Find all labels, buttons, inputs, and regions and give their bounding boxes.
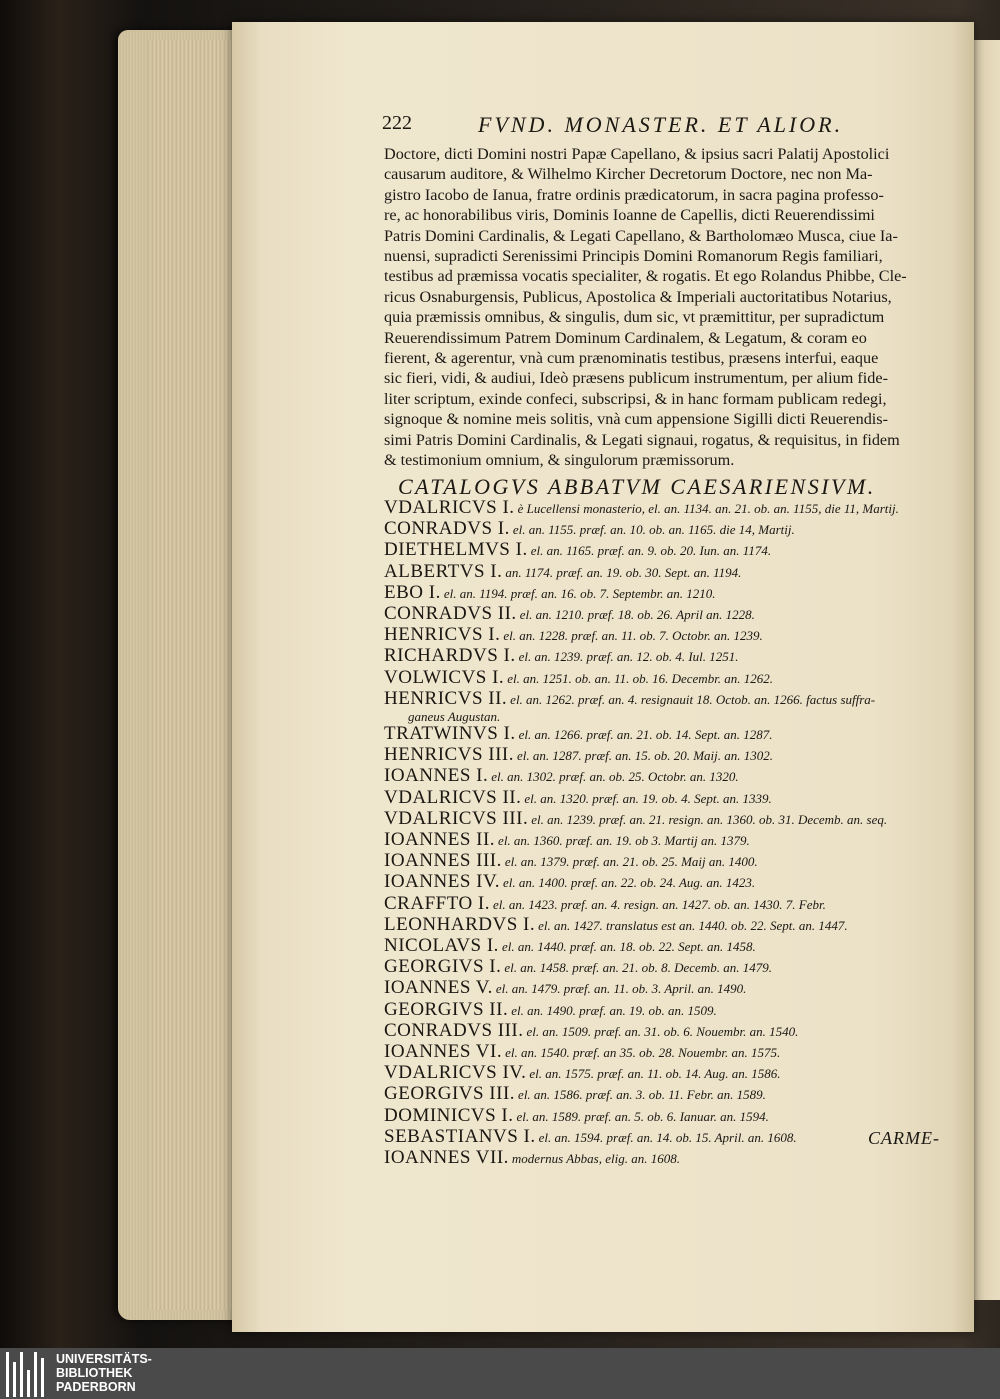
- abbot-name: VOLWICVS I.: [384, 666, 505, 688]
- abbot-name: ALBERTVS I.: [384, 560, 503, 582]
- body-text-line: ricus Osnaburgensis, Publicus, Apostolica & Imperiali auctoritatibus Notarius,: [384, 287, 892, 306]
- catalog-entry: [384, 1106, 944, 1127]
- abbot-name: CONRADVS III.: [384, 1019, 524, 1041]
- abbot-name: VDALRICVS III.: [384, 807, 529, 829]
- abbot-tenure: el. an. 1251. ob. an. 11. ob. 16. Decembr. an. 1262.: [507, 670, 774, 686]
- abbot-name: GEORGIVS III.: [384, 1083, 516, 1105]
- abbot-name: HENRICVS I.: [384, 624, 501, 646]
- running-head: FVND. MONASTER. ET ALIOR.: [478, 112, 844, 137]
- catalog-title: CATALOGVS ABBATVM CAESARIENSIVM.: [398, 474, 876, 499]
- body-text-line: signoque & nomine meis solitis, vnà cum appensione Sigilli dicti Reuerendis-: [384, 410, 888, 429]
- abbot-tenure: an. 1174. præf. an. 19. ob. 30. Sept. an. 1194.: [505, 564, 742, 580]
- abbot-tenure: el. an. 1239. præf. an. 21. resign. an. 1360. ob. 31. Decemb. an. seq.: [531, 811, 888, 827]
- catalog-entry: [384, 1021, 944, 1042]
- body-text-line: simi Patris Domini Cardinalis, & Legati signaui, rogatus, & requisitus, in fidem: [384, 430, 900, 449]
- catalog-entry: [384, 604, 944, 625]
- catalog-entry: [384, 689, 944, 724]
- catalog-entry: [384, 766, 944, 787]
- abbot-name: IOANNES VII.: [384, 1147, 509, 1169]
- abbot-tenure: el. an. 1540. præf. an 35. ob. 28. Nouembr. an. 1575.: [505, 1045, 781, 1061]
- abbot-name: EBO I.: [384, 581, 441, 603]
- library-footer: [0, 1348, 1000, 1399]
- catchword: CARME-: [868, 1128, 940, 1148]
- abbot-tenure: el. an. 1239. præf. an. 12. ob. 4. Iul. 1251.: [518, 649, 739, 665]
- abbot-name: TRATWINVS I.: [384, 723, 516, 745]
- body-text-line: causarum auditore, & Wilhelmo Kircher Decretorum Doctore, nec non Ma-: [384, 165, 873, 184]
- page-header: [382, 112, 942, 142]
- library-name: [56, 1352, 152, 1394]
- abbot-name: GEORGIVS I.: [384, 956, 502, 978]
- body-text-line: nuensi, supradicti Serenissimi Principis Domini Romanorum Regis familiari,: [384, 247, 883, 266]
- abbot-name: IOANNES III.: [384, 850, 502, 872]
- catalog-entry: [384, 978, 944, 999]
- abbot-name: IOANNES IV.: [384, 871, 500, 893]
- abbot-tenure: el. an. 1509. præf. an. 31. ob. 6. Nouembr. an. 1540.: [526, 1023, 799, 1039]
- abbot-name: IOANNES II.: [384, 829, 496, 851]
- abbot-tenure: el. an. 1575. præf. an. 11. ob. 14. Aug. an. 1586.: [529, 1066, 781, 1082]
- catalog-entry: [384, 851, 944, 872]
- catalog-entry: [384, 562, 944, 583]
- abbot-name: DIETHELMVS I.: [384, 539, 528, 561]
- catalog-entry: [384, 625, 944, 646]
- catalog-entry: [384, 1127, 944, 1148]
- abbot-tenure: el. an. 1594. præf. an. 14. ob. 15. April. an. 1608.: [538, 1129, 797, 1145]
- library-name-line: UNIVERSITÄTS-: [56, 1352, 152, 1366]
- catalog-entry: [384, 519, 944, 540]
- abbot-tenure: el. an. 1423. præf. an. 4. resign. an. 1427. ob. an. 1430. 7. Febr.: [493, 896, 826, 912]
- abbot-tenure: el. an. 1262. præf. an. 4. resignauit 18. Octob. an. 1266. factus suffra-: [510, 691, 876, 707]
- abbot-name: HENRICVS II.: [384, 687, 508, 709]
- catalog-entry: [384, 809, 944, 830]
- abbot-tenure: el. an. 1266. præf. an. 21. ob. 14. Sept. an. 1287.: [518, 727, 773, 743]
- abbot-tenure: el. an. 1479. præf. an. 11. ob. 3. April. an. 1490.: [495, 981, 747, 997]
- abbot-name: VDALRICVS I.: [384, 497, 515, 518]
- abbot-name: VDALRICVS II.: [384, 786, 522, 808]
- abbot-tenure: è Lucellensi monasterio, el. an. 1134. an. 21. ob. an. 1155, die 11, Martij.: [517, 501, 899, 516]
- catalog-entry: [384, 1000, 944, 1021]
- catalog-entry: [384, 1084, 944, 1105]
- page-number: 222: [382, 112, 412, 134]
- abbot-tenure: el. an. 1155. præf. an. 10. ob. an. 1165. die 14, Martij.: [512, 522, 795, 538]
- catalog-entry: [384, 936, 944, 957]
- catalog-entry: [384, 1148, 944, 1169]
- abbot-name: LEONHARDVS I.: [384, 913, 536, 935]
- abbot-tenure: el. an. 1400. præf. an. 22. ob. 24. Aug. an. 1423.: [502, 875, 756, 891]
- abbot-name: CONRADVS I.: [384, 518, 510, 540]
- abbot-tenure: el. an. 1589. præf. an. 5. ob. 6. Ianuar. an. 1594.: [516, 1108, 769, 1124]
- abbot-name: IOANNES V.: [384, 977, 493, 999]
- abbot-tenure: el. an. 1379. præf. an. 21. ob. 25. Maij an. 1400.: [504, 854, 758, 870]
- library-name-line: PADERBORN: [56, 1380, 136, 1394]
- catalog-entry: [384, 957, 944, 978]
- catalog-entry: [384, 540, 944, 561]
- catalog-entry: [384, 788, 944, 809]
- abbot-tenure: el. an. 1360. præf. an. 19. ob 3. Martij an. 1379.: [498, 833, 750, 849]
- body-text-line: Doctore, dicti Domini nostri Papæ Capellano, & ipsius sacri Palatij Apostolici: [384, 145, 890, 163]
- catalog-entry: [384, 583, 944, 604]
- catalog-entry: [384, 668, 944, 689]
- abbot-name: IOANNES I.: [384, 765, 489, 787]
- abbot-tenure: el. an. 1287. præf. an. 15. ob. 20. Maij. an. 1302.: [517, 748, 774, 764]
- abbot-name: IOANNES VI.: [384, 1041, 503, 1063]
- abbot-tenure: el. an. 1194. præf. an. 16. ob. 7. Septembr. an. 1210.: [443, 585, 716, 601]
- abbot-tenure-continued: ganeus Augustan.: [408, 709, 501, 725]
- body-text-line: fierent, & agerentur, vnà cum prænominatis testibus, præsens interfui, eaque: [384, 349, 879, 368]
- abbot-tenure: el. an. 1228. præf. an. 11. ob. 7. Octobr. an. 1239.: [503, 628, 763, 644]
- abbot-name: HENRICVS III.: [384, 744, 514, 766]
- abbot-tenure: modernus Abbas, elig. an. 1608.: [511, 1151, 680, 1167]
- abbot-name: DOMINICVS I.: [384, 1104, 514, 1126]
- abbot-tenure: el. an. 1320. præf. an. 19. ob. 4. Sept. an. 1339.: [524, 790, 772, 806]
- abbot-tenure: el. an. 1490. præf. an. 19. ob. an. 1509.: [511, 1002, 717, 1018]
- abbot-name: CRAFFTO I.: [384, 892, 491, 914]
- catalog-entry: [384, 498, 944, 519]
- body-text-line: sic fieri, vidi, & audiui, Ideò præsens publicum instrumentum, per alium fide-: [384, 369, 888, 388]
- abbot-tenure: el. an. 1210. præf. 18. ob. 26. April an. 1228.: [519, 607, 755, 623]
- body-text: [384, 144, 940, 471]
- abbot-tenure: el. an. 1302. præf. an. ob. 25. Octobr. an. 1320.: [491, 769, 739, 785]
- body-text-line: Reuerendissimum Patrem Dominum Cardinalem, & Legatum, & coram eo: [384, 328, 867, 347]
- catalog-entry: [384, 894, 944, 915]
- body-text-line: quia præmissis omnibus, & singulis, dum sic, vt præmittitur, per supradictum: [384, 308, 885, 327]
- body-text-line: liter scriptum, exinde confeci, subscripsi, & in hanc formam publicam redegi,: [384, 389, 887, 408]
- abbot-name: VDALRICVS IV.: [384, 1062, 527, 1084]
- abbot-tenure: el. an. 1427. translatus est an. 1440. ob. 22. Sept. an. 1447.: [538, 917, 848, 933]
- abbot-tenure: el. an. 1586. præf. an. 3. ob. 11. Febr. an. 1589.: [518, 1087, 766, 1103]
- library-name-line: BIBLIOTHEK: [56, 1366, 133, 1380]
- abbot-name: GEORGIVS II.: [384, 998, 509, 1020]
- body-text-line: Patris Domini Cardinalis, & Legati Capellano, & Bartholomæo Musca, ciue Ia-: [384, 226, 898, 245]
- body-text-line: & testimonium omnium, & singulorum præmissorum.: [384, 451, 735, 470]
- catalog-entry: [384, 745, 944, 766]
- abbot-tenure: el. an. 1165. præf. an. 9. ob. 20. Iun. an. 1174.: [530, 543, 772, 559]
- catalog-entry: [384, 646, 944, 667]
- catalog-entry: [384, 872, 944, 893]
- abbot-name: CONRADVS II.: [384, 603, 517, 625]
- university-library-logo-icon: [4, 1352, 48, 1397]
- body-text-line: re, ac honorabilibus viris, Dominis Ioanne de Capellis, dicti Reuerendissimi: [384, 206, 875, 225]
- abbot-name: NICOLAVS I.: [384, 935, 499, 957]
- body-text-line: gistro Iacobo de Ianua, fratre ordinis prædicatorum, in sacra pagina professo-: [384, 185, 884, 204]
- catalog-entry: [384, 1042, 944, 1063]
- body-text-line: testibus ad præmissa vocatis specialiter, & rogatis. Et ego Rolandus Phibbe, Cle-: [384, 267, 907, 286]
- abbot-name: RICHARDVS I.: [384, 645, 516, 667]
- abbot-tenure: el. an. 1458. præf. an. 21. ob. 8. Decemb. an. 1479.: [504, 960, 772, 976]
- abbot-name: SEBASTIANVS I.: [384, 1125, 536, 1147]
- abbot-tenure: el. an. 1440. præf. an. 18. ob. 22. Sept. an. 1458.: [501, 939, 756, 955]
- abbot-catalog: [384, 498, 944, 1169]
- catalog-entry: [384, 724, 944, 745]
- catalog-entry: [384, 830, 944, 851]
- catalog-entry: [384, 915, 944, 936]
- catalog-entry: [384, 1063, 944, 1084]
